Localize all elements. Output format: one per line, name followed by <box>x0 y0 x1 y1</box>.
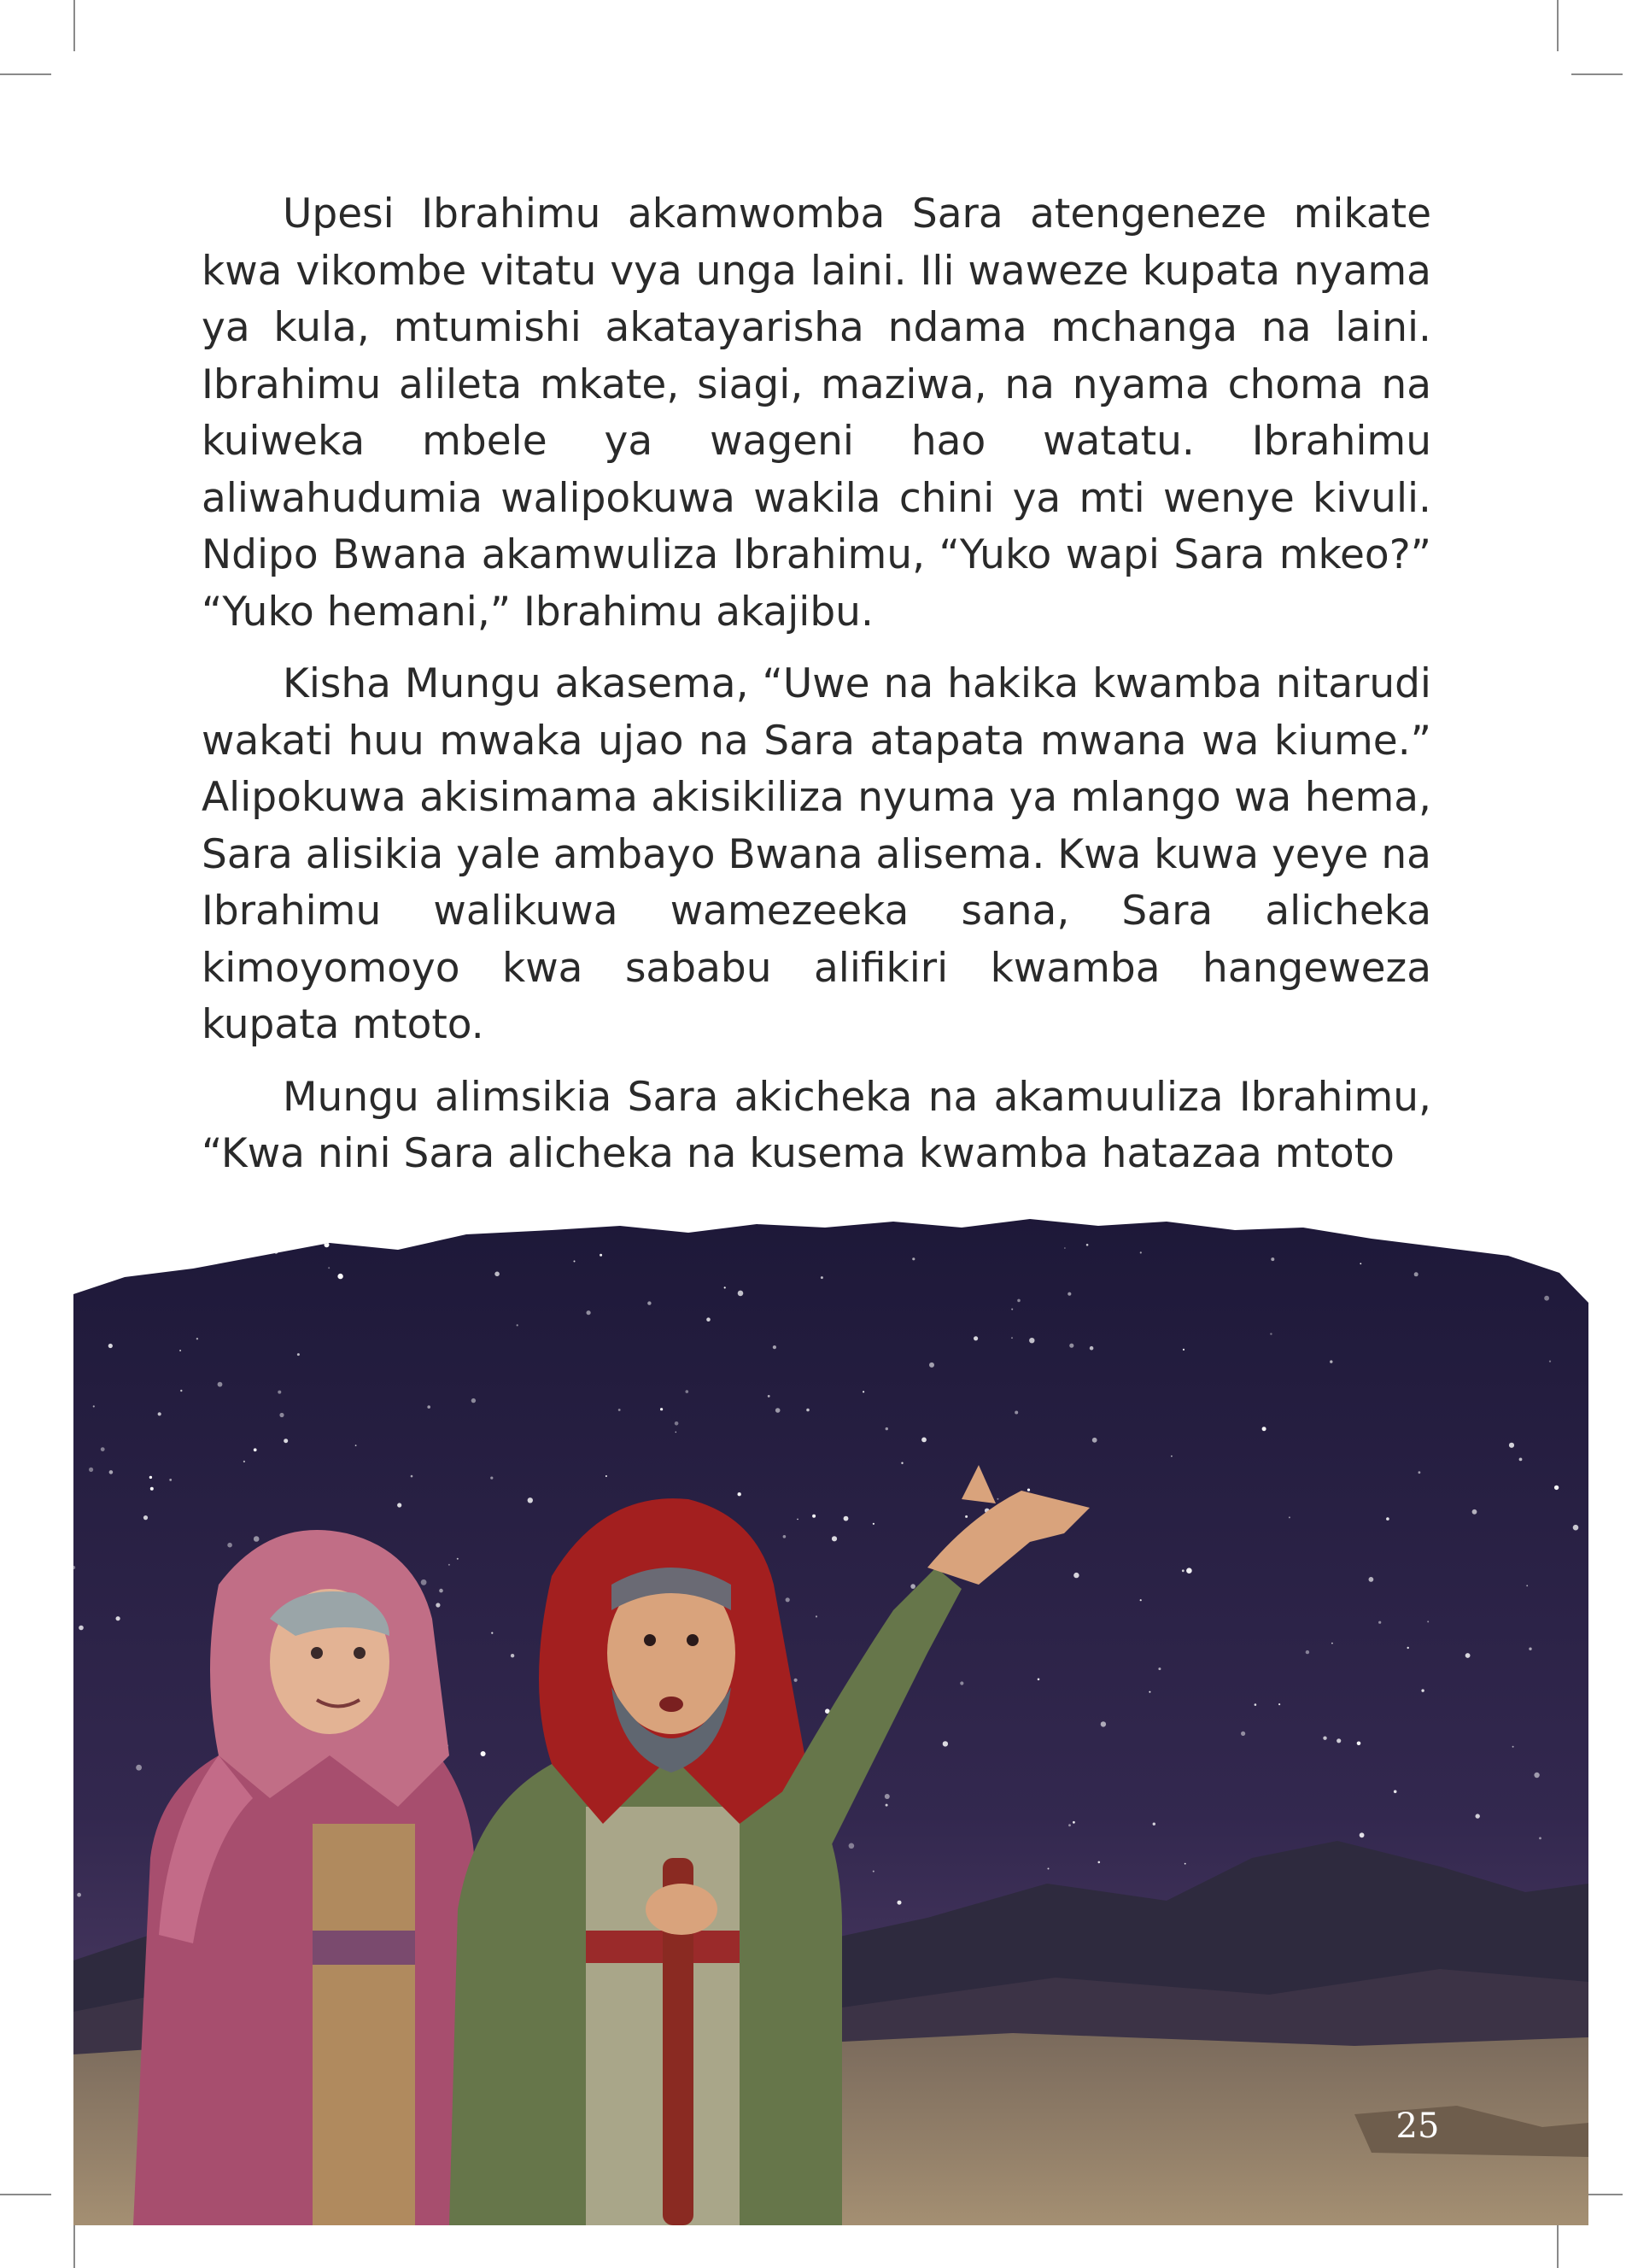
star <box>481 1751 486 1756</box>
star <box>605 1475 607 1477</box>
star <box>1017 1299 1021 1303</box>
star <box>254 1536 260 1542</box>
star <box>921 1438 927 1443</box>
star <box>179 1350 181 1351</box>
star <box>886 1427 888 1430</box>
star <box>1029 1338 1034 1343</box>
star <box>93 1405 95 1407</box>
star <box>448 1564 450 1566</box>
star <box>1255 1703 1257 1706</box>
crop-mark-top-left-h <box>0 73 51 75</box>
star <box>1414 1272 1418 1276</box>
star <box>1519 1458 1523 1462</box>
star <box>1186 1568 1192 1574</box>
star <box>1539 1837 1541 1840</box>
star <box>79 1626 84 1631</box>
star <box>618 1409 621 1411</box>
star <box>494 1272 500 1277</box>
star <box>1331 1643 1333 1644</box>
star <box>1086 1244 1089 1246</box>
star <box>1048 1868 1050 1870</box>
star <box>901 1462 903 1464</box>
star <box>1421 1689 1424 1691</box>
star <box>517 1324 518 1326</box>
star <box>1465 1653 1471 1658</box>
star <box>1360 1263 1361 1264</box>
star <box>885 1794 890 1799</box>
star <box>180 1390 182 1392</box>
star <box>108 1344 113 1348</box>
star <box>1407 1647 1409 1649</box>
crop-mark-top-right-v <box>1557 0 1559 51</box>
star <box>724 1286 726 1288</box>
star <box>812 1515 816 1518</box>
star <box>783 1535 787 1538</box>
star <box>149 1476 152 1479</box>
star <box>1262 1427 1266 1431</box>
star <box>243 1461 245 1462</box>
crop-mark-top-left-v <box>73 0 75 51</box>
star <box>439 1589 443 1593</box>
star <box>89 1468 93 1472</box>
star <box>1271 1257 1274 1261</box>
star <box>965 1515 968 1518</box>
star <box>974 1336 978 1340</box>
star <box>284 1439 288 1443</box>
star <box>943 1741 948 1746</box>
star <box>297 1353 300 1356</box>
star <box>806 1409 810 1412</box>
star <box>490 1477 493 1480</box>
star <box>797 1519 798 1521</box>
star <box>1011 1309 1013 1310</box>
star <box>1158 1667 1161 1670</box>
star <box>528 1497 533 1503</box>
star <box>1038 1679 1040 1681</box>
star <box>169 1479 172 1481</box>
star <box>1149 1691 1150 1693</box>
star <box>1182 1569 1185 1572</box>
star <box>325 1242 330 1247</box>
star <box>1360 1832 1365 1837</box>
star <box>1369 1577 1374 1582</box>
star <box>1476 1814 1480 1818</box>
star <box>1073 1821 1075 1824</box>
star <box>1183 1349 1185 1351</box>
star <box>328 1267 330 1269</box>
star <box>421 1579 427 1585</box>
star <box>912 1257 915 1260</box>
star <box>457 1558 459 1560</box>
paragraph-2: Kisha Mungu akasema, “Uwe na hakika kwamba nitarudi wakati huu mwaka ujao na Sara atapata mwana wa kiume.” Alipokuwa akisimama akisikiliza nyuma ya mlango wa hema, Sara alisikia yale ambayo Bwana alisema. Kwa kuwa yeye na Ibrahimu walikuwa wamezeeka sana, Sara alicheka kimoyomoyo kwa sababu alifikiri kwamba hangeweza kupata mtoto. <box>202 660 1431 1048</box>
star <box>1270 1333 1272 1334</box>
night-sky-illustration <box>73 1209 1588 2225</box>
star <box>1064 1247 1066 1249</box>
star <box>1073 1573 1079 1578</box>
star <box>600 1254 602 1257</box>
star <box>768 1395 770 1398</box>
star <box>1069 1344 1073 1348</box>
star <box>849 1843 855 1849</box>
paragraph-3: Mungu alimsikia Sara akicheka na akamuuliza Ibrahimu, “Kwa nini Sara alicheka na kusema kwamba hatazaa mtoto <box>202 1073 1431 1177</box>
star <box>1394 1790 1397 1794</box>
star <box>832 1536 837 1541</box>
star <box>116 1616 120 1620</box>
star <box>1512 1243 1514 1245</box>
star <box>1241 1732 1245 1736</box>
star <box>491 1632 493 1634</box>
star <box>1092 1438 1097 1443</box>
star <box>1534 1773 1539 1778</box>
star <box>738 1291 744 1297</box>
star <box>1090 1346 1094 1351</box>
star <box>786 1597 790 1602</box>
star <box>337 1274 342 1279</box>
star <box>816 1615 817 1617</box>
crop-mark-bottom-left-h <box>0 2194 51 2195</box>
star <box>136 1765 142 1771</box>
crop-mark-top-right-h <box>1571 73 1623 75</box>
star <box>274 1249 278 1253</box>
star <box>1554 1486 1559 1490</box>
star <box>279 1413 284 1417</box>
star <box>775 1408 781 1413</box>
star <box>1418 1471 1421 1474</box>
star <box>574 1261 576 1263</box>
star <box>1330 1360 1332 1363</box>
star <box>886 1804 888 1807</box>
star <box>706 1317 711 1322</box>
star <box>355 1445 357 1446</box>
star <box>158 1412 161 1415</box>
star <box>1306 1650 1309 1654</box>
star <box>844 1516 849 1521</box>
star <box>1027 1489 1030 1491</box>
star <box>278 1391 281 1394</box>
star <box>863 1391 864 1392</box>
star <box>821 1276 823 1279</box>
star <box>686 1390 689 1393</box>
star <box>1015 1411 1018 1415</box>
star <box>471 1398 476 1403</box>
star <box>196 1338 198 1339</box>
star <box>1278 1703 1280 1705</box>
star <box>1427 1620 1429 1622</box>
page-number: 25 <box>1395 2107 1440 2146</box>
star <box>587 1310 591 1315</box>
star <box>1323 1737 1326 1740</box>
star <box>773 1345 776 1349</box>
star <box>660 1408 663 1410</box>
star <box>910 1584 915 1589</box>
star <box>511 1654 514 1657</box>
star <box>218 1382 223 1387</box>
star <box>1573 1525 1579 1531</box>
star <box>101 1447 105 1451</box>
star <box>738 1492 741 1496</box>
star <box>676 1432 677 1433</box>
star <box>77 1893 81 1897</box>
star <box>1153 1823 1155 1826</box>
star <box>1140 1251 1142 1253</box>
star <box>1509 1443 1514 1448</box>
star <box>1556 1245 1558 1247</box>
star <box>647 1301 651 1304</box>
star <box>1549 1361 1551 1363</box>
star <box>873 1523 874 1525</box>
paragraph-1: Upesi Ibrahimu akamwomba Sara atengeneze mikate kwa vikombe vitatu vya unga laini. Ili waweze kupata nyama ya kula, mtumishi akatayarisha ndama mchanga na laini. Ibrahimu alileta mkate, siagi, maziwa, na nyama choma na kuiweka mbele ya wageni hao watatu. Ibrahimu aliwahudumia walipokuwa wakila chini ya mti wenye kivuli. Ndipo Bwana akamwuliza Ibrahimu, “Yuko wapi Sara mkeo?” “Yuko hemani,” Ibrahimu akajibu. <box>202 190 1431 636</box>
star <box>1526 1585 1528 1586</box>
star <box>898 1901 902 1905</box>
star <box>794 1679 798 1682</box>
star <box>436 1603 440 1607</box>
star <box>254 1448 257 1451</box>
star <box>873 1871 874 1872</box>
star <box>1512 1746 1514 1748</box>
star <box>427 1405 430 1409</box>
star <box>1185 1863 1186 1865</box>
illustration-svg <box>73 1209 1588 2225</box>
star <box>960 1681 963 1685</box>
star <box>1378 1621 1381 1624</box>
star <box>227 1543 232 1548</box>
star <box>150 1487 154 1491</box>
star <box>1357 1742 1361 1746</box>
star <box>1171 1456 1173 1457</box>
star <box>143 1515 148 1520</box>
star <box>1289 1516 1290 1518</box>
star <box>997 1498 998 1500</box>
star <box>1068 1292 1071 1296</box>
star <box>1529 1648 1531 1650</box>
star <box>411 1475 413 1478</box>
star <box>397 1503 401 1507</box>
star <box>1472 1509 1477 1515</box>
star <box>1140 1599 1142 1601</box>
star <box>109 1470 114 1474</box>
star <box>1544 1296 1549 1301</box>
star <box>1386 1517 1389 1521</box>
star <box>1011 1337 1013 1339</box>
story-text <box>202 186 1431 1198</box>
star <box>675 1421 679 1426</box>
star <box>1068 1824 1071 1826</box>
star <box>1098 1861 1101 1864</box>
star <box>929 1363 934 1368</box>
star <box>1101 1721 1106 1726</box>
star <box>1337 1738 1341 1743</box>
